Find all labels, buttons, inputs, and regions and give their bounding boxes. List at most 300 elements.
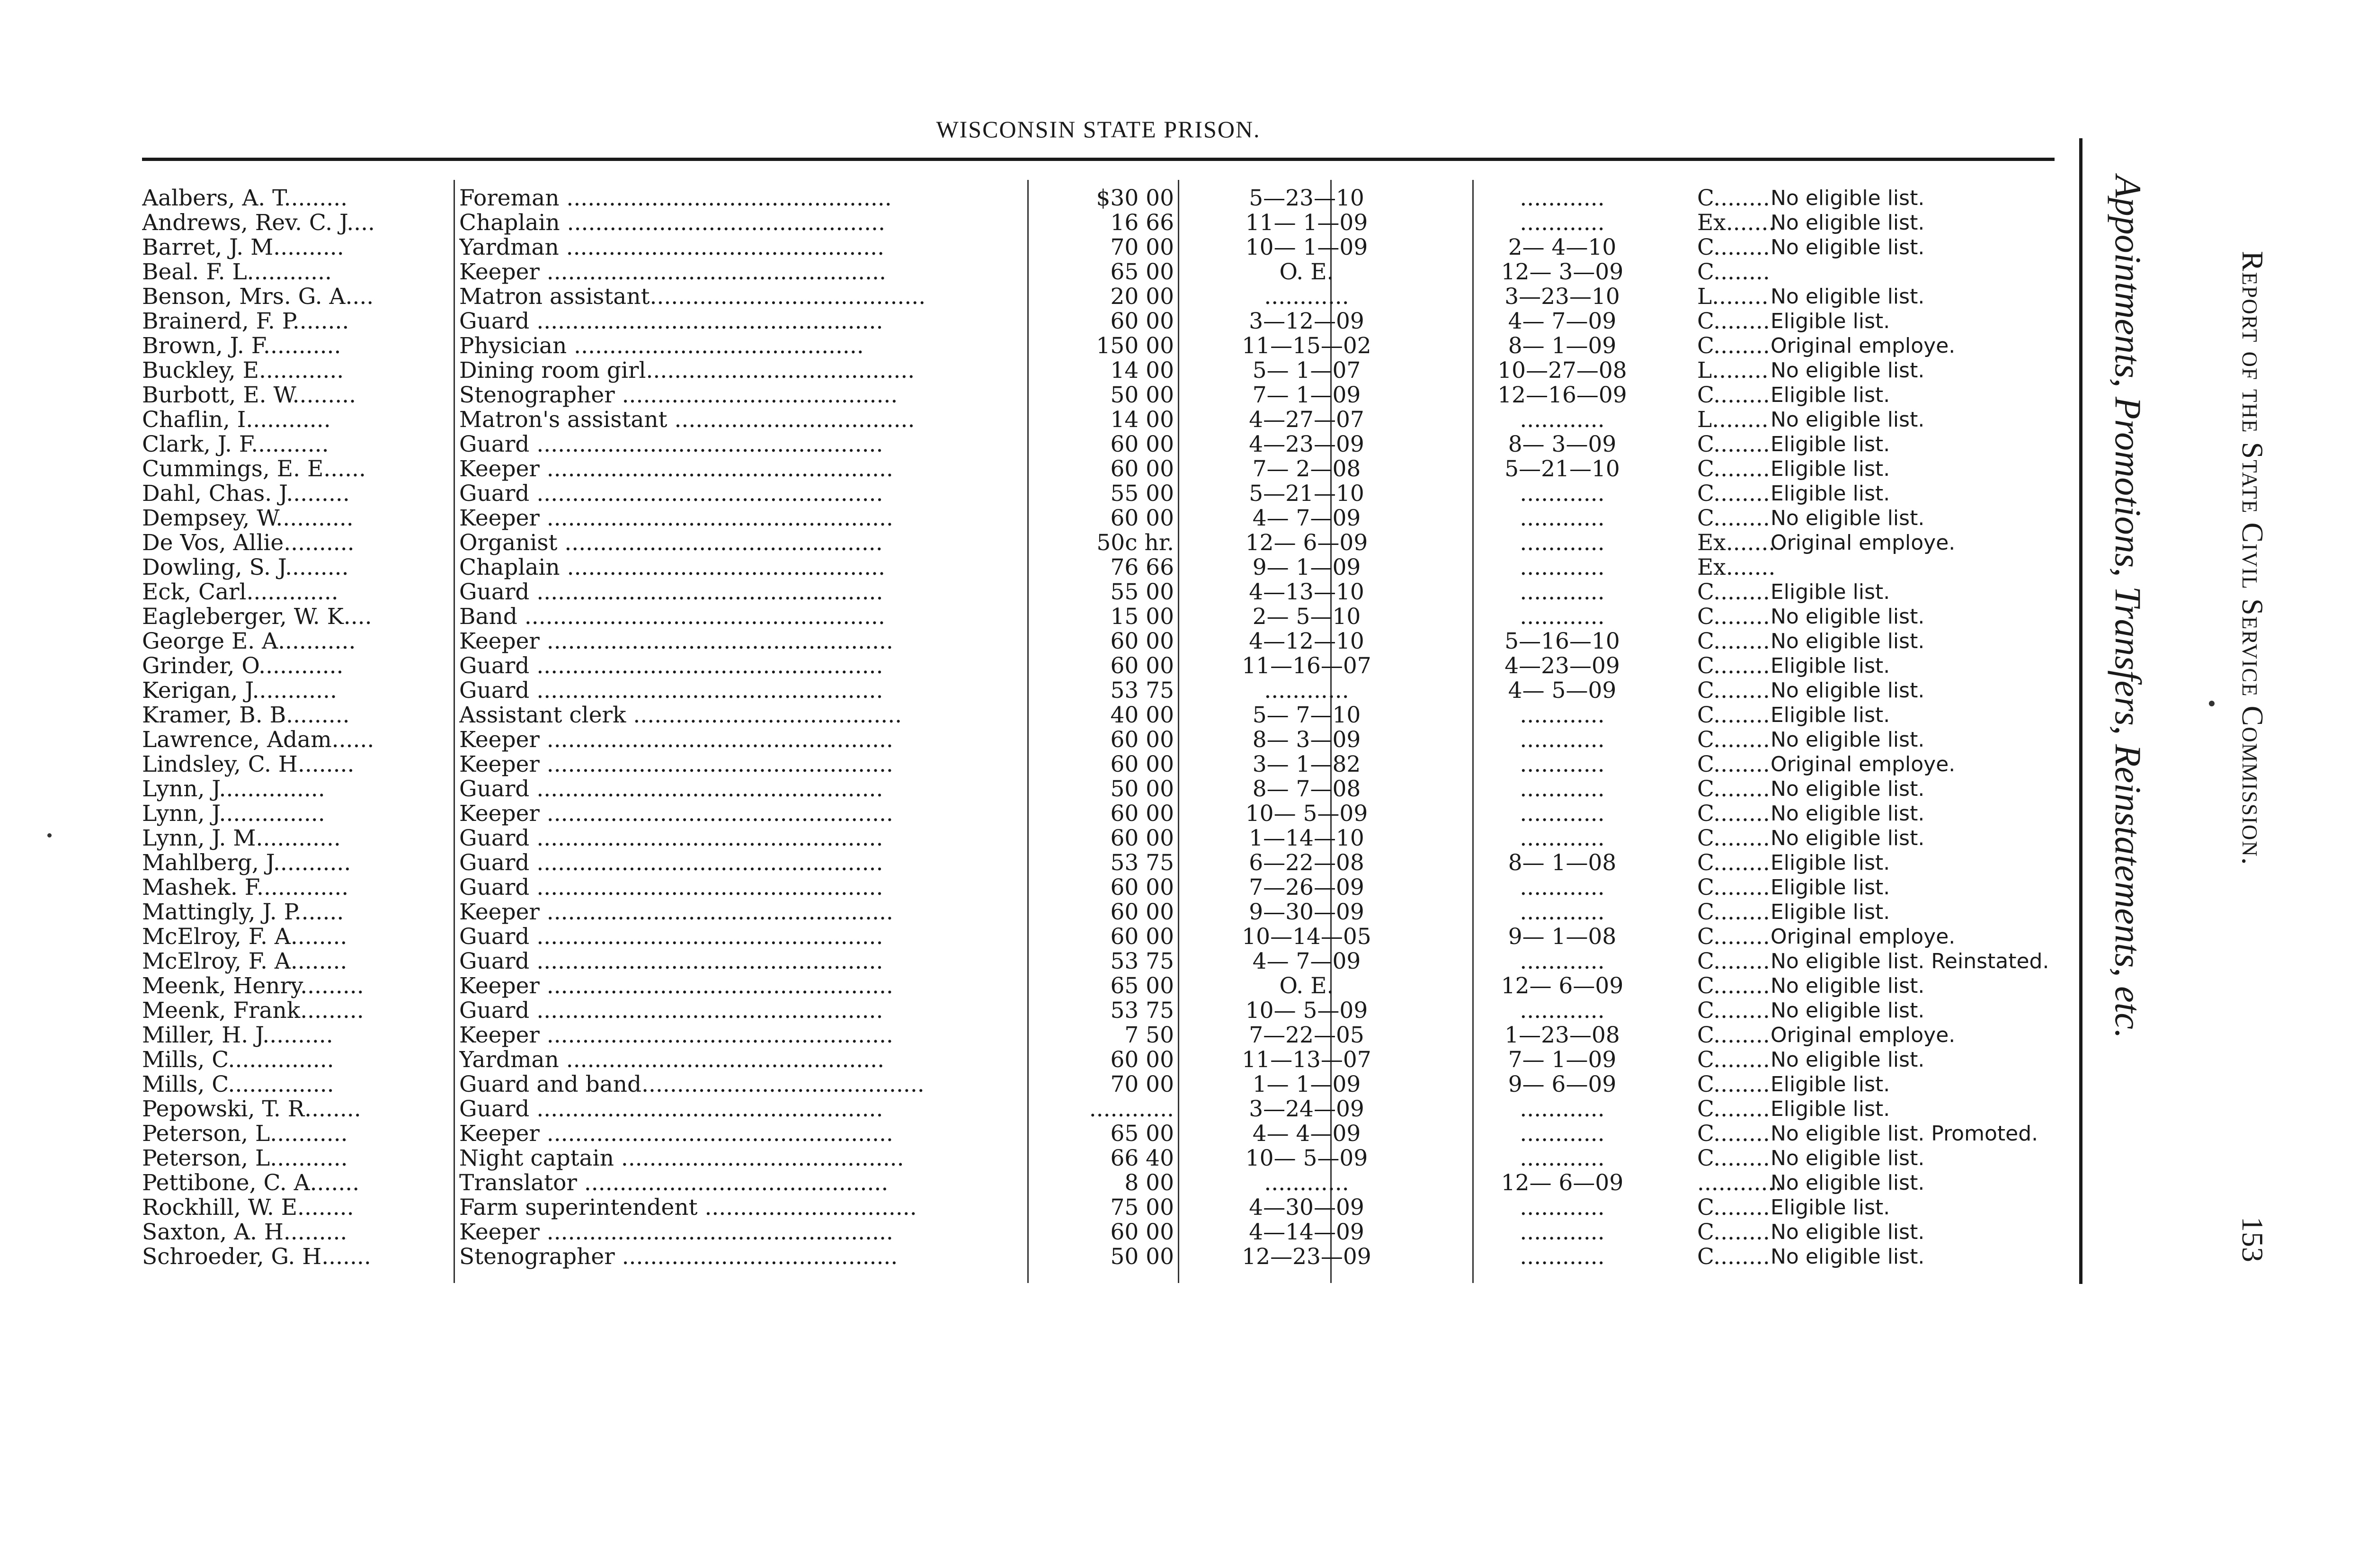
status-cell: C........ [1697,1048,1770,1072]
name-cell: Pettibone, C. A....... [142,1171,360,1195]
change-date-cell: 8— 3—09 [1508,432,1617,457]
change-date-cell: ............ [1520,728,1605,752]
position-cell: Keeper ................................................. [459,1220,893,1245]
position-cell: Guard ................................................. [459,678,883,703]
salary-cell: 60 00 [1110,506,1174,531]
appointment-date-cell: 4— 7—09 [1252,949,1361,974]
change-date-cell: ............ [1520,555,1605,580]
change-date-cell: ............ [1520,186,1605,211]
status-cell: C........ [1697,1220,1770,1245]
status-cell: C........ [1697,629,1770,654]
salary-cell: 53 75 [1110,851,1174,875]
status-cell: C........ [1697,334,1770,358]
position-cell: Keeper ................................................. [459,728,893,752]
change-date-cell: ............ [1520,408,1605,432]
appointment-date-cell: 3—24—09 [1249,1097,1364,1122]
change-date-cell: 5—16—10 [1504,629,1620,654]
status-cell: C........ [1697,506,1770,531]
appointment-date-cell: 7—22—05 [1249,1023,1364,1048]
name-cell: Dahl, Chas. J......... [142,481,350,506]
salary-cell: 60 00 [1110,925,1174,949]
salary-cell: 65 00 [1110,1122,1174,1146]
appointment-date-cell: 11—16—07 [1242,654,1371,678]
appointment-date-cell: 7—26—09 [1249,875,1364,900]
name-cell: Kramer, B. B......... [142,703,350,728]
name-cell: Miller, H. J.......... [142,1023,333,1048]
position-cell: Guard ................................................. [459,580,883,605]
appointment-date-cell: 4— 7—09 [1252,506,1361,531]
position-cell: Guard ................................................. [459,875,883,900]
salary-cell: 150 00 [1096,334,1174,358]
remarks-cell: No eligible list. [1771,1245,1925,1269]
name-cell: Burbott, E. W......... [142,383,356,408]
appointment-date-cell: 10— 1—09 [1245,235,1368,260]
status-cell: C........ [1697,752,1770,777]
status-cell: C........ [1697,186,1770,211]
name-cell: Buckley, E............ [142,358,344,383]
position-cell: Chaplain ............................................. [459,555,885,580]
position-cell: Guard ................................................. [459,432,883,457]
remarks-cell: No eligible list. [1771,285,1925,309]
status-cell: L........ [1697,408,1769,432]
salary-cell: 66 40 [1110,1146,1174,1171]
appointment-date-cell: 1—14—10 [1249,826,1364,851]
remarks-cell: Original employe. [1771,1023,1956,1047]
salary-cell: 60 00 [1110,752,1174,777]
salary-cell: 60 00 [1110,629,1174,654]
appointment-date-cell: 4— 4—09 [1252,1122,1361,1146]
status-cell: C........ [1697,1023,1770,1048]
appointment-date-cell: O. E. [1279,260,1334,285]
name-cell: Dowling, S. J......... [142,555,349,580]
appointment-date-cell: 2— 5—10 [1252,605,1361,629]
remarks-cell: No eligible list. [1771,358,1925,383]
change-date-cell: ............ [1520,506,1605,531]
salary-cell: 16 66 [1110,211,1174,235]
remarks-cell: No eligible list. [1771,235,1925,259]
appointment-date-cell: 6—22—08 [1249,851,1364,875]
name-cell: Lynn, J............... [142,777,325,802]
salary-cell: 50 00 [1110,1245,1174,1269]
status-cell: C........ [1697,1072,1770,1097]
change-date-cell: 3—23—10 [1504,285,1620,309]
change-date-cell: 12— 3—09 [1501,260,1624,285]
appointment-date-cell: 9—30—09 [1249,900,1364,925]
change-date-cell: ............ [1520,875,1605,900]
appointment-date-cell: 10—14—05 [1242,925,1371,949]
position-cell: Keeper ................................................. [459,506,893,531]
remarks-cell: Eligible list. [1771,1097,1890,1121]
name-cell: Lynn, J............... [142,802,325,826]
remarks-cell: Original employe. [1771,334,1956,358]
salary-cell: 70 00 [1110,235,1174,260]
change-date-cell: ............ [1520,1122,1605,1146]
remarks-cell: No eligible list. [1771,408,1925,432]
position-cell: Guard ................................................. [459,851,883,875]
remarks-cell: No eligible list. [1771,974,1925,998]
remarks-cell: No eligible list. [1771,605,1925,629]
remarks-cell: No eligible list. [1771,802,1925,826]
remarks-cell: Eligible list. [1771,457,1890,481]
change-date-cell: ............ [1520,826,1605,851]
name-cell: Lindsley, C. H........ [142,752,355,777]
change-date-cell: ............ [1520,1245,1605,1269]
appointment-date-cell: 10— 5—09 [1245,802,1368,826]
remarks-cell: No eligible list. [1771,777,1925,801]
salary-cell: 50 00 [1110,383,1174,408]
status-cell: Ex....... [1697,555,1776,580]
name-cell: Mills, C............... [142,1048,334,1072]
salary-cell: 65 00 [1110,260,1174,285]
change-date-cell: 2— 4—10 [1508,235,1617,260]
remarks-cell: Eligible list. [1771,580,1890,604]
stray-mark [47,833,52,837]
status-cell: L........ [1697,285,1769,309]
position-cell: Translator ........................................... [459,1171,889,1195]
remarks-cell: No eligible list. [1771,1048,1925,1072]
status-cell: C........ [1697,580,1770,605]
status-cell: C........ [1697,260,1770,285]
remarks-cell: No eligible list. [1771,186,1925,210]
change-date-cell: 4— 5—09 [1508,678,1617,703]
name-cell: Meenk, Frank......... [142,998,364,1023]
column-divider [1178,180,1179,1283]
position-cell: Organist ............................................. [459,531,883,555]
salary-cell: 65 00 [1110,974,1174,998]
appointment-date-cell: 4—12—10 [1249,629,1364,654]
status-cell: C........ [1697,457,1770,481]
appointment-date-cell: 9— 1—09 [1252,555,1361,580]
status-cell: C........ [1697,851,1770,875]
position-cell: Stenographer ....................................... [459,1245,898,1269]
status-cell: C........ [1697,875,1770,900]
appointment-date-cell: 3—12—09 [1249,309,1364,334]
name-cell: Cummings, E. E...... [142,457,366,481]
salary-cell: 53 75 [1110,678,1174,703]
salary-cell: 60 00 [1110,728,1174,752]
name-cell: Benson, Mrs. G. A.... [142,285,374,309]
change-date-cell: 4— 7—09 [1508,309,1617,334]
name-cell: Dempsey, W........... [142,506,354,531]
change-date-cell: ............ [1520,211,1605,235]
name-cell: Schroeder, G. H....... [142,1245,371,1269]
remarks-cell: No eligible list. [1771,998,1925,1023]
name-cell: Eagleberger, W. K.... [142,605,372,629]
appointment-date-cell: 3— 1—82 [1252,752,1361,777]
salary-cell: 60 00 [1110,457,1174,481]
appointment-date-cell: 4—13—10 [1249,580,1364,605]
salary-cell: 60 00 [1110,309,1174,334]
remarks-cell: Eligible list. [1771,654,1890,678]
appointment-date-cell: 10— 5—09 [1245,1146,1368,1171]
status-cell: C........ [1697,703,1770,728]
name-cell: McElroy, F. A........ [142,949,347,974]
position-cell: Guard ................................................. [459,309,883,334]
appointment-date-cell: 4—27—07 [1249,408,1364,432]
salary-cell: 20 00 [1110,285,1174,309]
appointment-date-cell: 11—15—02 [1242,334,1371,358]
position-cell: Keeper ................................................. [459,1023,893,1048]
side-heading: Report of the State Civil Service Commission. [2236,251,2269,866]
name-cell: Lawrence, Adam...... [142,728,374,752]
salary-cell: 75 00 [1110,1195,1174,1220]
change-date-cell: ............ [1520,481,1605,506]
position-cell: Keeper ................................................. [459,1122,893,1146]
salary-cell: 70 00 [1110,1072,1174,1097]
name-cell: Kerigan, J............ [142,678,337,703]
column-divider [454,180,455,1283]
salary-cell: 8 00 [1124,1171,1174,1195]
change-date-cell: 1—23—08 [1504,1023,1620,1048]
appointment-date-cell: 8— 3—09 [1252,728,1361,752]
status-cell: C........ [1697,1146,1770,1171]
position-cell: Band ................................................... [459,605,885,629]
sidebar-rule [2079,138,2082,1284]
remarks-cell: No eligible list. [1771,826,1925,850]
change-date-cell: ............ [1520,998,1605,1023]
salary-cell: 40 00 [1110,703,1174,728]
top-rule [142,158,2055,161]
remarks-cell: No eligible list. [1771,211,1925,235]
position-cell: Assistant clerk ...................................... [459,703,902,728]
salary-cell: 50c hr. [1096,531,1174,555]
appointment-date-cell: 10— 5—09 [1245,998,1368,1023]
salary-cell: 50 00 [1110,777,1174,802]
status-cell: C........ [1697,802,1770,826]
salary-cell: 60 00 [1110,432,1174,457]
name-cell: Rockhill, W. E........ [142,1195,354,1220]
status-cell: C........ [1697,998,1770,1023]
salary-cell: 60 00 [1110,1220,1174,1245]
remarks-cell: No eligible list. [1771,1220,1925,1244]
remarks-cell: Eligible list. [1771,851,1890,875]
position-cell: Keeper ................................................ [459,260,886,285]
name-cell: Aalbers, A. T......... [142,186,348,211]
remarks-cell: No eligible list. [1771,1171,1925,1195]
remarks-cell: Original employe. [1771,531,1956,555]
name-cell: Meenk, Henry......... [142,974,364,998]
change-date-cell: ............ [1520,752,1605,777]
status-cell: C........ [1697,432,1770,457]
name-cell: Brainerd, F. P........ [142,309,349,334]
status-cell: ............ [1697,1171,1782,1195]
name-cell: Peterson, L........... [142,1146,348,1171]
change-date-cell: ............ [1520,802,1605,826]
page-title: WISCONSIN STATE PRISON. [936,116,1261,143]
remarks-cell: No eligible list. [1771,629,1925,653]
position-cell: Chaplain ............................................. [459,211,885,235]
appointment-date-cell: 11—13—07 [1242,1048,1371,1072]
salary-cell: 60 00 [1110,1048,1174,1072]
change-date-cell: 9— 1—08 [1508,925,1617,949]
remarks-cell: Eligible list. [1771,703,1890,727]
appointment-date-cell: 5— 7—10 [1252,703,1361,728]
remarks-cell: No eligible list. [1771,1146,1925,1170]
name-cell: Barret, J. M.......... [142,235,344,260]
change-date-cell: ............ [1520,703,1605,728]
status-cell: C........ [1697,309,1770,334]
status-cell: C........ [1697,1195,1770,1220]
name-cell: Mashek. F............. [142,875,349,900]
status-cell: C........ [1697,949,1770,974]
change-date-cell: 10—27—08 [1497,358,1627,383]
remarks-cell: No eligible list. [1771,506,1925,530]
status-cell: C........ [1697,900,1770,925]
change-date-cell: ............ [1520,1097,1605,1122]
position-cell: Guard ................................................. [459,777,883,802]
status-cell: L........ [1697,358,1769,383]
position-cell: Guard ................................................. [459,925,883,949]
salary-cell: 55 00 [1110,481,1174,506]
position-cell: Matron assistant....................................... [459,285,926,309]
status-cell: C........ [1697,1122,1770,1146]
change-date-cell: 7— 1—09 [1508,1048,1617,1072]
salary-cell: $30 00 [1096,186,1174,211]
remarks-cell: Eligible list. [1771,481,1890,506]
remarks-cell: Original employe. [1771,752,1956,776]
remarks-cell: Eligible list. [1771,432,1890,456]
change-date-cell: ............ [1520,900,1605,925]
change-date-cell: ............ [1520,1146,1605,1171]
status-cell: C........ [1697,383,1770,408]
position-cell: Guard and band........................................ [459,1072,925,1097]
name-cell: Chaflin, I............ [142,408,331,432]
salary-cell: 60 00 [1110,654,1174,678]
position-cell: Keeper ................................................. [459,900,893,925]
change-date-cell: ............ [1520,580,1605,605]
appointment-date-cell: 1— 1—09 [1252,1072,1361,1097]
name-cell: Mattingly, J. P....... [142,900,344,925]
appointment-date-cell: 12—23—09 [1242,1245,1371,1269]
remarks-cell: Original employe. [1771,925,1956,949]
position-cell: Keeper ................................................. [459,752,893,777]
change-date-cell: 8— 1—09 [1508,334,1617,358]
status-cell: C........ [1697,1097,1770,1122]
appointment-date-cell: ............ [1264,1171,1349,1195]
change-date-cell: 5—21—10 [1504,457,1620,481]
remarks-cell: Eligible list. [1771,309,1890,333]
name-cell: Beal. F. L............ [142,260,332,285]
appointment-date-cell: 4—30—09 [1249,1195,1364,1220]
appointment-date-cell: 11— 1—09 [1245,211,1368,235]
salary-cell: 60 00 [1110,900,1174,925]
position-cell: Night captain ........................................ [459,1146,904,1171]
name-cell: Clark, J. F........... [142,432,329,457]
appointment-date-cell: 5— 1—07 [1252,358,1361,383]
position-cell: Stenographer ....................................... [459,383,898,408]
change-date-cell: 12—16—09 [1497,383,1627,408]
name-cell: Andrews, Rev. C. J.... [142,211,375,235]
name-cell: Lynn, J. M............ [142,826,341,851]
salary-cell: 14 00 [1110,358,1174,383]
position-cell: Guard ................................................. [459,481,883,506]
salary-cell: ............ [1089,1097,1174,1122]
position-cell: Keeper ................................................. [459,629,893,654]
status-cell: C........ [1697,777,1770,802]
position-cell: Farm superintendent .............................. [459,1195,917,1220]
appointment-date-cell: 8— 7—08 [1252,777,1361,802]
position-cell: Keeper ................................................. [459,457,893,481]
change-date-cell: ............ [1520,1220,1605,1245]
change-date-cell: ............ [1520,949,1605,974]
status-cell: Ex....... [1697,531,1776,555]
position-cell: Guard ................................................. [459,1097,883,1122]
salary-cell: 15 00 [1110,605,1174,629]
name-cell: Saxton, A. H......... [142,1220,347,1245]
status-cell: C........ [1697,235,1770,260]
change-date-cell: ............ [1520,605,1605,629]
position-cell: Guard ................................................. [459,998,883,1023]
salary-cell: 60 00 [1110,802,1174,826]
page-number: 153 [2236,1217,2269,1262]
name-cell: George E. A........... [142,629,356,654]
appointment-date-cell: 7— 2—08 [1252,457,1361,481]
appointment-date-cell: 7— 1—09 [1252,383,1361,408]
name-cell: Peterson, L........... [142,1122,348,1146]
appointment-date-cell: 4—14—09 [1249,1220,1364,1245]
remarks-cell: No eligible list. Promoted. [1771,1122,2038,1146]
status-cell: Ex....... [1697,211,1776,235]
position-cell: Matron's assistant .................................. [459,408,915,432]
name-cell: Grinder, O............ [142,654,344,678]
status-cell: C........ [1697,1245,1770,1269]
appointment-date-cell: 4—23—09 [1249,432,1364,457]
name-cell: De Vos, Allie.......... [142,531,355,555]
status-cell: C........ [1697,826,1770,851]
salary-cell: 14 00 [1110,408,1174,432]
salary-cell: 60 00 [1110,875,1174,900]
change-date-cell: ............ [1520,531,1605,555]
appointment-date-cell: 5—21—10 [1249,481,1364,506]
name-cell: Pepowski, T. R........ [142,1097,361,1122]
appointment-date-cell: ............ [1264,285,1349,309]
remarks-cell: Eligible list. [1771,1195,1890,1220]
position-cell: Keeper ................................................. [459,802,893,826]
salary-cell: 7 50 [1124,1023,1174,1048]
salary-cell: 53 75 [1110,949,1174,974]
change-date-cell: ............ [1520,777,1605,802]
position-cell: Yardman ............................................. [459,1048,885,1072]
remarks-cell: No eligible list. [1771,678,1925,703]
change-date-cell: 12— 6—09 [1501,1171,1624,1195]
position-cell: Keeper ................................................. [459,974,893,998]
change-date-cell: 4—23—09 [1504,654,1620,678]
remarks-cell: No eligible list. [1771,728,1925,752]
appointment-date-cell: ............ [1264,678,1349,703]
status-cell: C........ [1697,481,1770,506]
change-date-cell: 8— 1—08 [1508,851,1617,875]
side-subheading: Appointments, Promotions, Transfers, Reinstatements, etc. [2108,175,2149,1039]
remarks-cell: Eligible list. [1771,1072,1890,1096]
change-date-cell: ............ [1520,1195,1605,1220]
position-cell: Foreman .............................................. [459,186,892,211]
status-cell: C........ [1697,654,1770,678]
remarks-cell: Eligible list. [1771,875,1890,900]
appointment-date-cell: O. E. [1279,974,1334,998]
status-cell: C........ [1697,925,1770,949]
remarks-cell: Eligible list. [1771,900,1890,924]
stray-mark [2209,701,2215,706]
position-cell: Guard ................................................. [459,654,883,678]
position-cell: Guard ................................................. [459,826,883,851]
change-date-cell: 9— 6—09 [1508,1072,1617,1097]
salary-cell: 76 66 [1110,555,1174,580]
appointment-date-cell: 5—23—10 [1249,186,1364,211]
name-cell: Eck, Carl............. [142,580,338,605]
position-cell: Guard ................................................. [459,949,883,974]
remarks-cell: No eligible list. Reinstated. [1771,949,2049,973]
appointment-date-cell: 12— 6—09 [1245,531,1368,555]
